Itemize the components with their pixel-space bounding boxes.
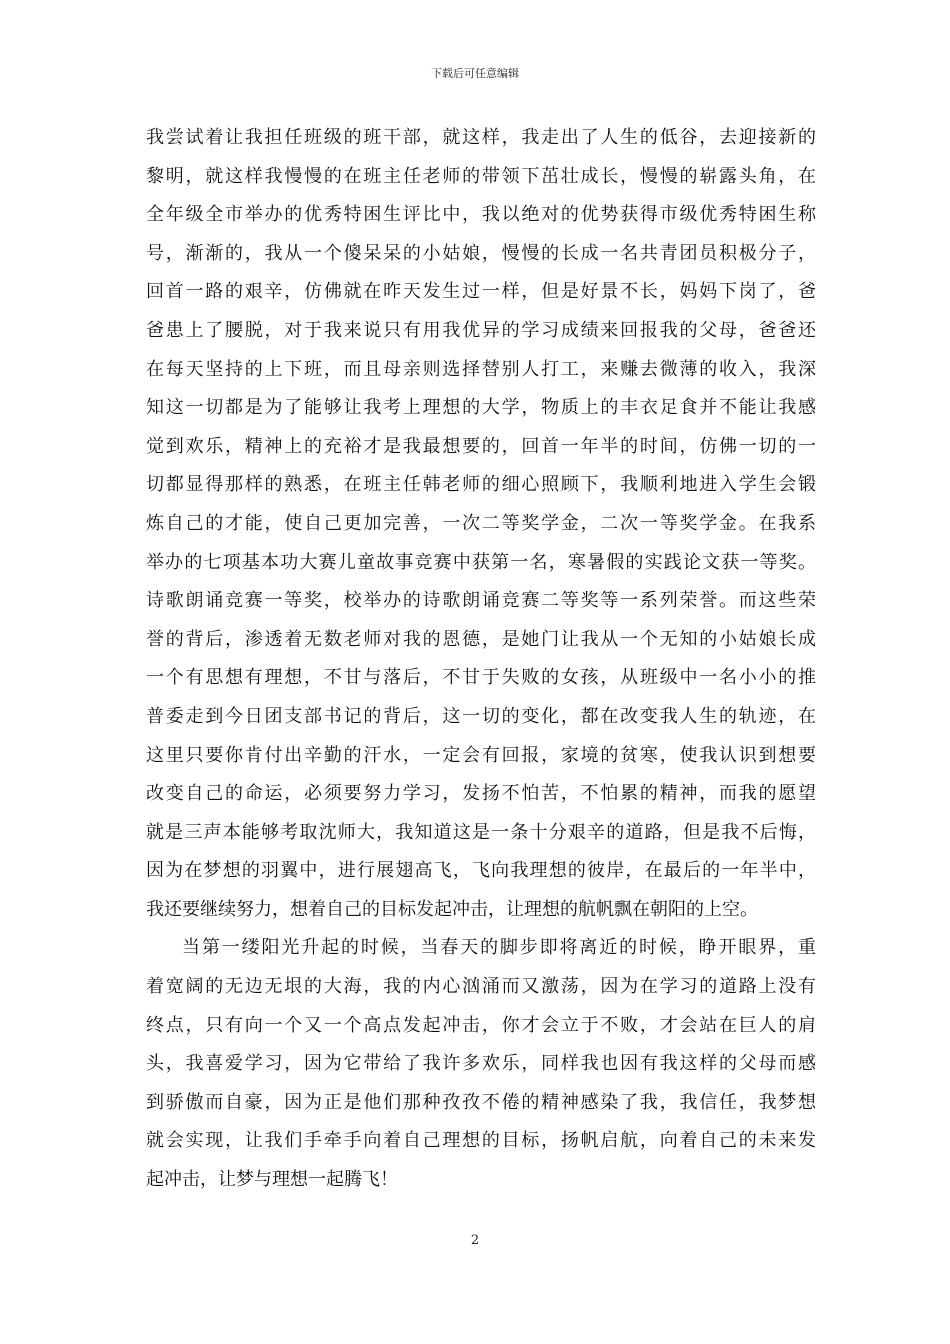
text-line: 到骄傲而自豪，因为正是他们那种孜孜不倦的精神感染了我，我信任，我梦想 bbox=[146, 1091, 816, 1113]
text-line: 举办的七项基本功大赛儿童故事竞赛中获第一名，寒暑假的实践论文获一等奖。 bbox=[146, 551, 816, 573]
text-line: 着宽阔的无边无垠的大海，我的内心汹涌而又激荡，因为在学习的道路上没有 bbox=[146, 976, 816, 998]
text-line: 当第一缕阳光升起的时候，当春天的脚步即将离近的时候，睁开眼界，重 bbox=[182, 937, 816, 959]
text-line: 普委走到今日团支部书记的背后，这一切的变化，都在改变我人生的轨迹，在 bbox=[146, 705, 816, 727]
text-line: 这里只要你肯付出辛勤的汗水，一定会有回报，家境的贫寒，使我认识到想要 bbox=[146, 744, 816, 766]
text-line: 在每天坚持的上下班，而且母亲则选择替别人打工，来赚去微薄的收入，我深 bbox=[146, 358, 816, 380]
text-line: 黎明，就这样我慢慢的在班主任老师的带领下茁壮成长，慢慢的崭露头角，在 bbox=[146, 165, 816, 187]
text-line: 诗歌朗诵竞赛一等奖，校举办的诗歌朗诵竞赛二等奖等一系列荣誉。而这些荣 bbox=[146, 590, 816, 612]
text-line: 终点，只有向一个又一个高点发起冲击，你才会立于不败，才会站在巨人的肩 bbox=[146, 1014, 816, 1036]
text-line: 回首一路的艰辛，仿佛就在昨天发生过一样，但是好景不长，妈妈下岗了，爸 bbox=[146, 281, 816, 303]
text-line: 改变自己的命运，必须要努力学习，发扬不怕苦，不怕累的精神，而我的愿望 bbox=[146, 783, 816, 805]
text-line: 炼自己的才能，使自己更加完善，一次二等奖学金，二次一等奖学金。在我系 bbox=[146, 512, 816, 534]
text-line: 一个有思想有理想，不甘与落后，不甘于失败的女孩，从班级中一名小小的推 bbox=[146, 667, 816, 689]
text-line: 我还要继续努力，想着自己的目标发起冲击，让理想的航帆飘在朝阳的上空。 bbox=[146, 898, 758, 920]
text-line: 因为在梦想的羽翼中，进行展翅高飞，飞向我理想的彼岸，在最后的一年半中， bbox=[146, 860, 816, 882]
text-line: 我尝试着让我担任班级的班干部，就这样，我走出了人生的低谷，去迎接新的 bbox=[146, 127, 816, 148]
text-line: 知这一切都是为了能够让我考上理想的大学，物质上的丰衣足食并不能让我感 bbox=[146, 397, 816, 419]
text-line: 就是三声本能够考取沈师大，我知道这是一条十分艰辛的道路，但是我不后悔， bbox=[146, 821, 816, 843]
text-line: 觉到欢乐，精神上的充裕才是我最想要的，回首一年半的时间，仿佛一切的一 bbox=[146, 435, 816, 457]
paragraph-1 bbox=[146, 119, 816, 929]
text-line: 爸患上了腰脱，对于我来说只有用我优异的学习成绩来回报我的父母，爸爸还 bbox=[146, 319, 816, 341]
page-number: 2 bbox=[470, 1233, 480, 1248]
text-line: 头，我喜爱学习，因为它带给了我许多欢乐，同样我也因有我这样的父母而感 bbox=[146, 1053, 816, 1075]
text-line: 起冲击，让梦与理想一起腾飞！ bbox=[146, 1169, 398, 1191]
text-line: 就会实现，让我们手牵手向着自己理想的目标，扬帆启航，向着自己的未来发 bbox=[146, 1130, 816, 1152]
page-header: 下载后可任意编辑 bbox=[431, 67, 519, 80]
text-line: 切都显得那样的熟悉，在班主任韩老师的细心照顾下，我顺利地进入学生会锻 bbox=[146, 474, 816, 496]
text-line: 全年级全市举办的优秀特困生评比中，我以绝对的优势获得市级优秀特困生称 bbox=[146, 204, 816, 226]
document-body bbox=[146, 119, 816, 1200]
text-line: 誉的背后，渗透着无数老师对我的恩德，是她门让我从一个无知的小姑娘长成 bbox=[146, 628, 816, 650]
paragraph-2 bbox=[146, 929, 816, 1199]
text-line: 号，渐渐的，我从一个傻呆呆的小姑娘，慢慢的长成一名共青团员积极分子， bbox=[146, 242, 816, 264]
